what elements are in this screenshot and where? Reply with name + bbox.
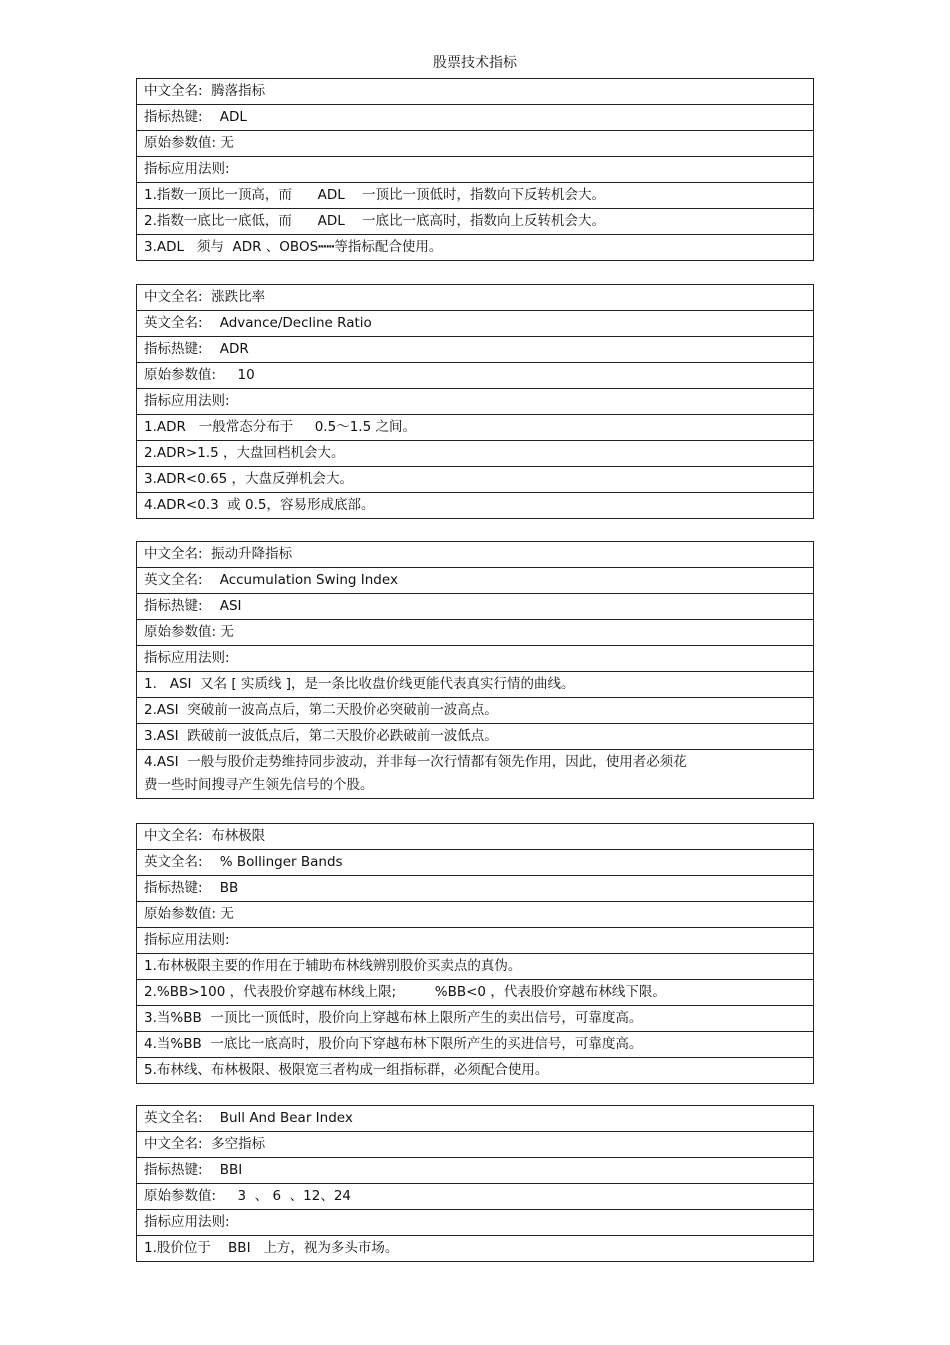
table-row: 1.ADR 一般常态分布于 0.5～1.5 之间。 [137,414,813,440]
table-row: 指标应用法则: [137,927,813,953]
table-row: 指标应用法则: [137,156,813,182]
table-row: 2.ASI 突破前一波高点后，第二天股价必突破前一波高点。 [137,697,813,723]
indicator-table-bb [136,823,814,1084]
table-row: 3.ADL 须与 ADR 、OBOS┅┅等指标配合使用。 [137,234,813,260]
table-row: 4.当%BB 一底比一底高时，股价向下穿越布林下限所产生的买进信号，可靠度高。 [137,1031,813,1057]
table-row: 1.布林极限主要的作用在于辅助布林线辨别股价买卖点的真伪。 [137,953,813,979]
table-row: 1. ASI 又名 [ 实质线 ]，是一条比收盘价线更能代表真实行情的曲线。 [137,671,813,697]
table-row: 中文全名: 多空指标 [137,1131,813,1157]
table-row: 英文全名: Bull And Bear Index [144,1110,353,1126]
table-row: 3.当%BB 一顶比一顶低时，股价向上穿越布林上限所产生的卖出信号，可靠度高。 [137,1005,813,1031]
table-row: 1.股价位于 BBI 上方，视为多头市场。 [137,1235,813,1261]
table-row: 中文全名: 振动升降指标 [144,546,293,562]
indicator-table-asi [136,541,814,799]
table-row: 中文全名: 布林极限 [144,828,266,844]
table-row: 英文全名: % Bollinger Bands [137,849,813,875]
table-row: 5.布林线、布林极限、极限宽三者构成一组指标群，必须配合使用。 [137,1057,813,1083]
table-row: 指标热键: BBI [137,1157,813,1183]
table-row: 指标应用法则: [137,1209,813,1235]
indicator-table-adl [136,78,814,261]
indicator-table-adr [136,284,814,519]
table-row: 原始参数值: 10 [137,362,813,388]
table-row: 指标热键: ADR [137,336,813,362]
table-row: 原始参数值: 无 [137,901,813,927]
table-row: 原始参数值: 无 [137,130,813,156]
table-row: 指标应用法则: [137,645,813,671]
indicator-table-bbi [136,1105,814,1262]
table-row: 中文全名: 涨跌比率 [144,289,266,305]
table-row: 英文全名: Advance/Decline Ratio [137,310,813,336]
table-row: 3.ASI 跌破前一波低点后，第二天股价必跌破前一波低点。 [137,723,813,749]
table-row: 4.ASI 一般与股价走势维持同步波动，并非每一次行情都有领先作用，因此，使用者必须花 费一些时间搜寻产生领先信号的个股。 [137,749,813,798]
table-row: 3.ADR<0.65 ，大盘反弹机会大。 [137,466,813,492]
table-row: 4.ADR<0.3 或 0.5，容易形成底部。 [137,492,813,518]
page-title: 股票技术指标 [433,55,517,71]
table-row: 2.%BB>100 ，代表股价穿越布林线上限; %BB<0 ，代表股价穿越布林线下限。 [137,979,813,1005]
table-row: 2.指数一底比一底低，而 ADL 一底比一底高时，指数向上反转机会大。 [137,208,813,234]
table-row: 指标热键: BB [137,875,813,901]
table-row: 指标热键: ADL [137,104,813,130]
table-row: 英文全名: Accumulation Swing Index [137,567,813,593]
table-row: 指标热键: ASI [137,593,813,619]
table-row: 1.指数一顶比一顶高，而 ADL 一顶比一顶低时，指数向下反转机会大。 [137,182,813,208]
table-row: 原始参数值: 3 、 6 、12、24 [137,1183,813,1209]
table-row: 中文全名: 腾落指标 [144,83,266,99]
table-row: 原始参数值: 无 [137,619,813,645]
table-row: 指标应用法则: [137,388,813,414]
table-row: 2.ADR>1.5 ，大盘回档机会大。 [137,440,813,466]
